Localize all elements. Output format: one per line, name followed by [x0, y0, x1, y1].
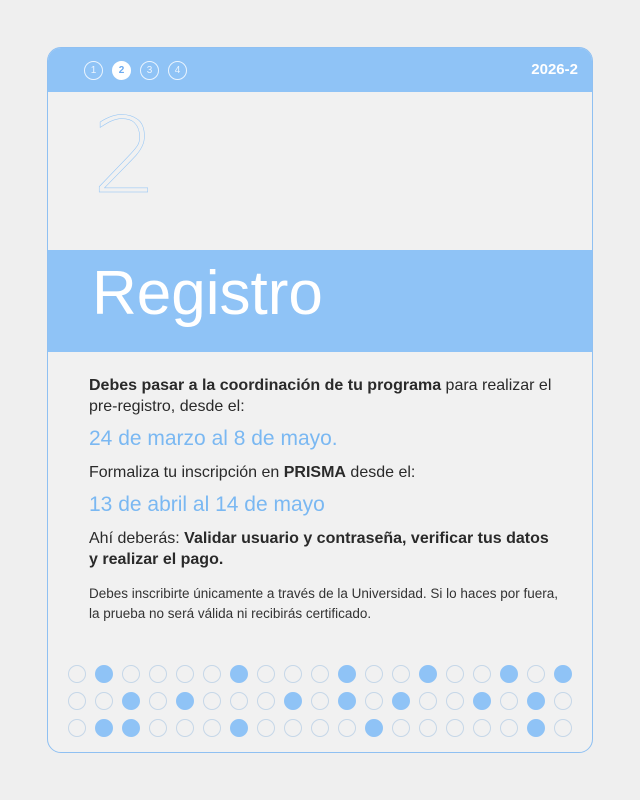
step-1: 1	[84, 61, 103, 80]
dot-empty	[311, 692, 329, 710]
title-band	[48, 250, 592, 352]
dot-empty	[365, 665, 383, 683]
dot-empty	[149, 719, 167, 737]
decorative-dot-grid	[68, 665, 581, 737]
dot-filled	[122, 692, 140, 710]
dot-filled	[419, 665, 437, 683]
step-number: 2	[92, 95, 159, 217]
dot-empty	[284, 665, 302, 683]
step-2-active: 2	[112, 61, 131, 80]
dot-empty	[446, 665, 464, 683]
dot-filled	[500, 665, 518, 683]
dot-filled	[338, 665, 356, 683]
dot-empty	[446, 719, 464, 737]
dot-empty	[446, 692, 464, 710]
dot-filled	[527, 692, 545, 710]
dot-empty	[176, 719, 194, 737]
disclaimer-note: Debes inscribirte únicamente a través de la Universidad. Si lo haces por fuera, la prueba no será válida ni recibirás certificado.	[89, 586, 558, 621]
prisma-bold: PRISMA	[283, 464, 346, 481]
dot-empty	[554, 692, 572, 710]
dot-empty	[257, 719, 275, 737]
dot-empty	[68, 719, 86, 737]
dot-empty	[68, 692, 86, 710]
dot-filled	[392, 692, 410, 710]
pre-registration-dates: 24 de marzo al 8 de mayo.	[89, 427, 338, 450]
tasks-paragraph	[89, 528, 559, 570]
dot-empty	[230, 692, 248, 710]
dot-empty	[149, 665, 167, 683]
dot-empty	[527, 665, 545, 683]
tasks-pre: Ahí deberás:	[89, 530, 185, 547]
dot-empty	[122, 665, 140, 683]
dot-empty	[473, 719, 491, 737]
dot-empty	[419, 719, 437, 737]
dot-empty	[203, 692, 221, 710]
dot-filled	[554, 665, 572, 683]
dot-empty	[68, 665, 86, 683]
step-indicator	[84, 61, 187, 80]
dot-empty	[392, 719, 410, 737]
dot-empty	[311, 665, 329, 683]
dot-empty	[257, 692, 275, 710]
dot-filled	[365, 719, 383, 737]
dot-empty	[500, 719, 518, 737]
top-bar	[48, 48, 592, 92]
dot-empty	[203, 665, 221, 683]
prisma-post: desde el:	[345, 464, 416, 481]
dot-empty	[392, 665, 410, 683]
dot-empty	[176, 665, 194, 683]
intro-paragraph	[89, 375, 559, 417]
dot-filled	[338, 692, 356, 710]
step-4: 4	[168, 61, 187, 80]
dot-filled	[230, 665, 248, 683]
dot-empty	[284, 719, 302, 737]
dot-filled	[95, 719, 113, 737]
registration-card	[47, 47, 593, 753]
dot-filled	[284, 692, 302, 710]
intro-bold: Debes pasar a la coordinación de tu programa	[89, 377, 442, 394]
dot-empty	[338, 719, 356, 737]
dot-filled	[176, 692, 194, 710]
dot-empty	[95, 692, 113, 710]
dot-empty	[365, 692, 383, 710]
tasks-bold: Validar usuario y contraseña, verificar tus datos y realizar el pago.	[89, 530, 549, 568]
dot-empty	[203, 719, 221, 737]
dot-empty	[419, 692, 437, 710]
step-3: 3	[140, 61, 159, 80]
content-body	[89, 375, 559, 624]
dot-filled	[122, 719, 140, 737]
dot-empty	[500, 692, 518, 710]
intro-rest: para realizar el pre-registro, desde el:	[89, 377, 552, 415]
dot-empty	[149, 692, 167, 710]
dot-filled	[95, 665, 113, 683]
prisma-paragraph	[89, 462, 559, 483]
dot-empty	[473, 665, 491, 683]
dot-empty	[311, 719, 329, 737]
dot-empty	[554, 719, 572, 737]
enrollment-dates: 13 de abril al 14 de mayo	[89, 493, 325, 516]
prisma-pre: Formaliza tu inscripción en	[89, 464, 284, 481]
dot-empty	[257, 665, 275, 683]
term-label: 2026-2	[531, 61, 578, 78]
dot-filled	[473, 692, 491, 710]
dot-filled	[230, 719, 248, 737]
dot-filled	[527, 719, 545, 737]
page-title: Registro	[92, 259, 323, 328]
